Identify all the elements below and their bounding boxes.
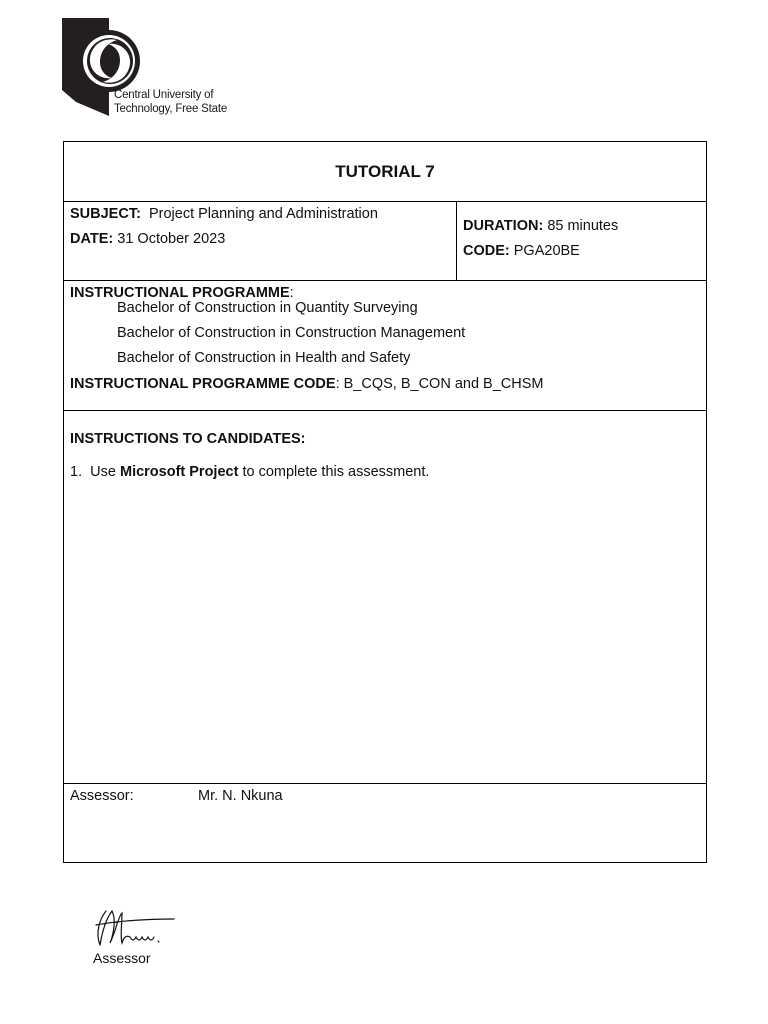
instruction-item [70, 464, 429, 480]
info-row [64, 202, 706, 281]
subject-value: Project Planning and Administration [148, 206, 378, 222]
duration-label: DURATION: [463, 218, 544, 234]
programme-row [64, 281, 706, 411]
title-row [64, 142, 706, 202]
cover-table [63, 141, 707, 863]
duration-code-cell [457, 202, 706, 280]
programme-code-label: INSTRUCTIONAL PROGRAMME CODE [70, 376, 336, 392]
code-line [463, 243, 580, 259]
assessor-row [64, 784, 706, 862]
institution-name-line1: Central University of [114, 89, 214, 101]
institution-name [114, 88, 227, 116]
duration-line [463, 218, 618, 234]
assessor-label: Assessor: [70, 788, 134, 804]
signature-label: Assessor [93, 950, 151, 966]
programme-item: Bachelor of Construction in Health and Safety [117, 350, 411, 366]
subject-date-cell [64, 202, 457, 280]
instruction-text-post: to complete this assessment. [238, 464, 430, 480]
programme-code-value: B_CQS, B_CON and B_CHSM [343, 376, 544, 392]
institution-name-line2: Technology, Free State [114, 103, 228, 115]
date-label: DATE: [70, 231, 114, 247]
duration-value: 85 minutes [547, 218, 619, 234]
subject-label: SUBJECT: [70, 206, 141, 222]
university-logo [62, 18, 242, 118]
code-value: PGA20BE [513, 243, 580, 259]
code-label: CODE: [463, 243, 510, 259]
date-line [70, 231, 225, 247]
instruction-text-bold: Microsoft Project [119, 464, 239, 480]
instruction-text-pre: Use [90, 464, 120, 480]
instruction-number: 1. [70, 464, 83, 480]
assessor-name: Mr. N. Nkuna [198, 788, 283, 804]
programme-item: Bachelor of Construction in Quantity Surveying [117, 300, 418, 316]
instructions-row [64, 411, 706, 784]
document-title: TUTORIAL 7 [335, 161, 435, 181]
instructions-heading: INSTRUCTIONS TO CANDIDATES: [70, 431, 306, 447]
programme-label: INSTRUCTIONAL PROGRAMME [70, 285, 290, 301]
programme-code-line: INSTRUCTIONAL PROGRAMME CODE: B_CQS, B_CON and B_CHSM [70, 376, 544, 392]
programme-heading: INSTRUCTIONAL PROGRAMME: [70, 285, 294, 301]
programme-item: Bachelor of Construction in Construction Management [117, 325, 466, 341]
date-value: 31 October 2023 [117, 231, 226, 247]
assessor-signature [92, 905, 182, 953]
subject-line [70, 206, 378, 222]
